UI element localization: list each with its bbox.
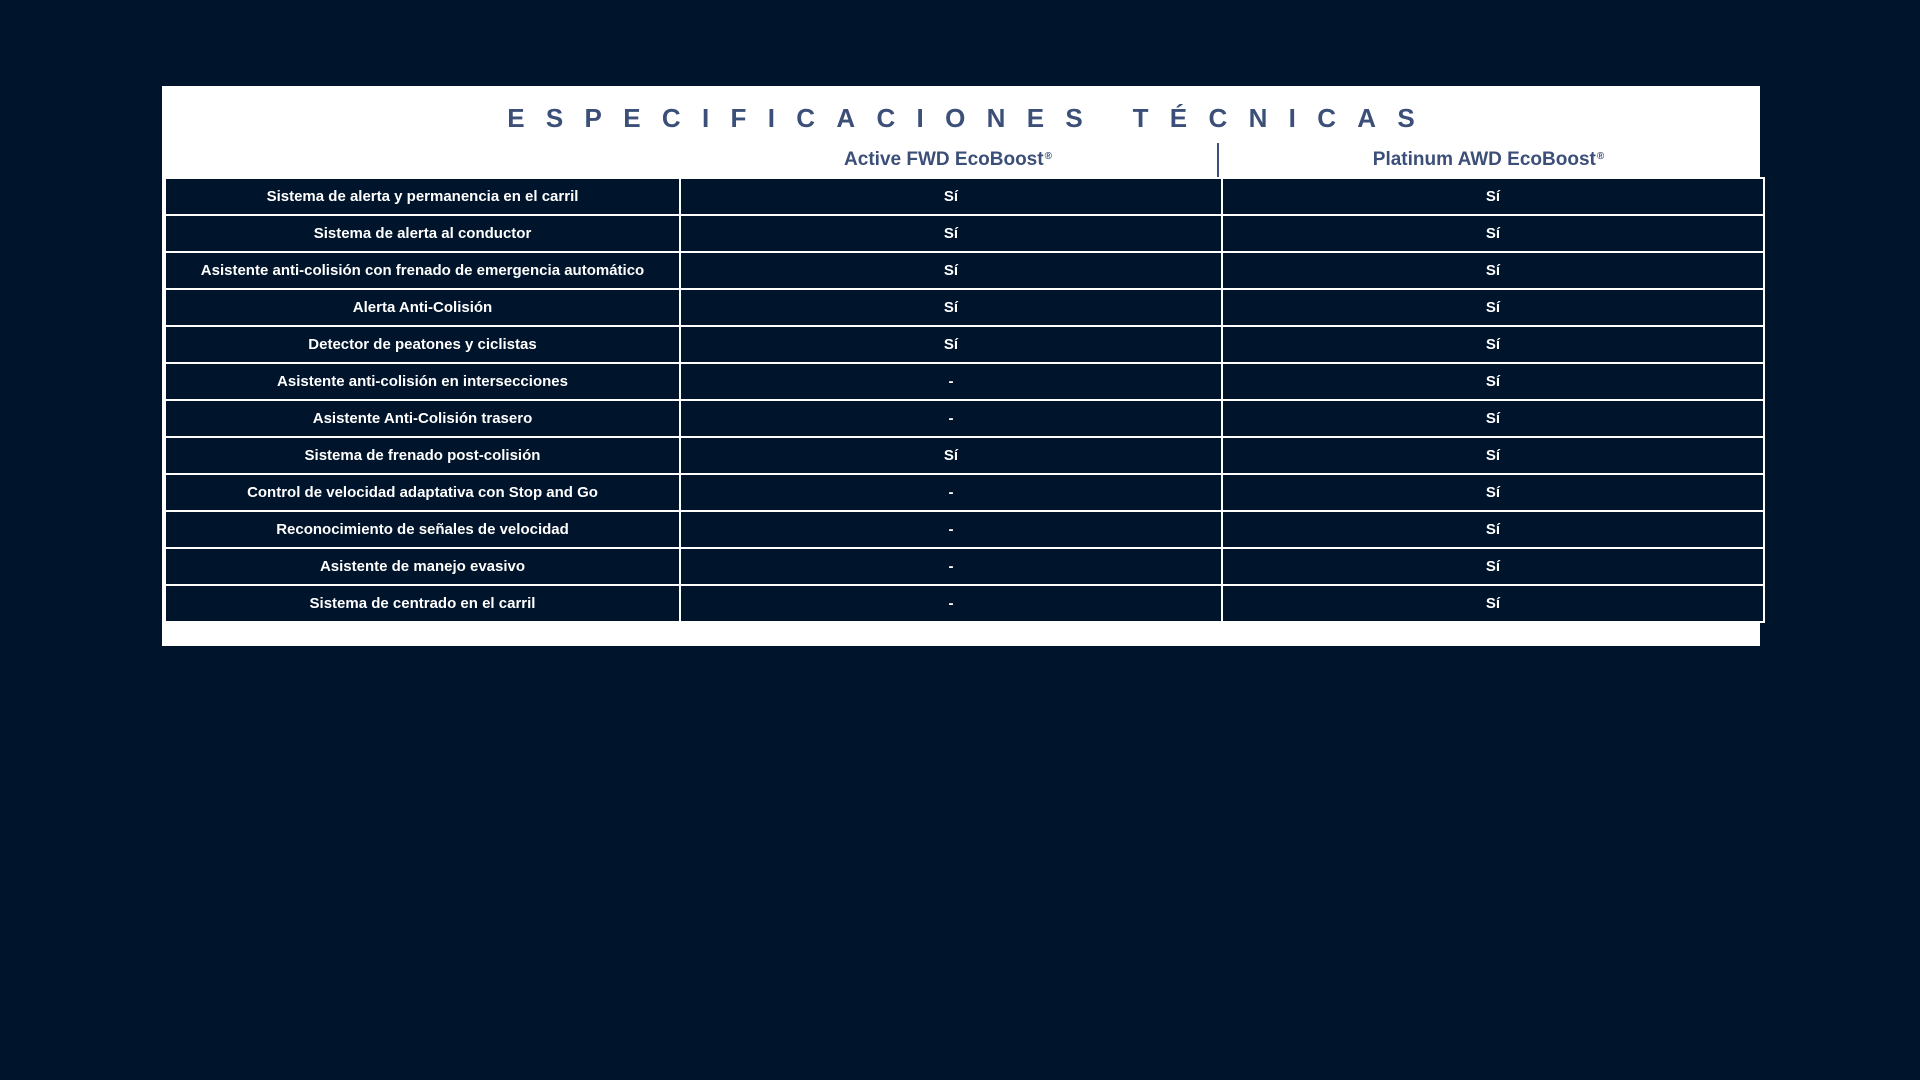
active-value-cell: - — [680, 548, 1222, 585]
feature-cell: Control de velocidad adaptativa con Stop and Go — [165, 474, 680, 511]
platinum-value-cell: Sí — [1222, 548, 1764, 585]
platinum-value-cell: Sí — [1222, 585, 1764, 622]
platinum-value-cell: Sí — [1222, 178, 1764, 215]
feature-cell: Asistente anti-colisión en intersecciones — [165, 363, 680, 400]
spec-card — [162, 86, 1760, 646]
active-value-cell: Sí — [680, 215, 1222, 252]
platinum-value-cell: Sí — [1222, 511, 1764, 548]
spec-title: ESPECIFICACIONES TÉCNICAS — [507, 103, 1437, 133]
feature-cell: Sistema de frenado post-colisión — [165, 437, 680, 474]
active-value-cell: Sí — [680, 178, 1222, 215]
column-header-platinum-label: Platinum AWD EcoBoost — [1372, 149, 1596, 170]
table-row — [165, 252, 1764, 289]
registered-mark: ® — [1596, 150, 1605, 162]
table-row — [165, 511, 1764, 548]
table-row — [165, 178, 1764, 215]
table-row — [165, 474, 1764, 511]
table-row — [165, 326, 1764, 363]
column-header-platinum — [1219, 143, 1758, 177]
platinum-value-cell: Sí — [1222, 474, 1764, 511]
platinum-value-cell: Sí — [1222, 289, 1764, 326]
feature-cell: Reconocimiento de señales de velocidad — [165, 511, 680, 548]
active-value-cell: Sí — [680, 252, 1222, 289]
active-value-cell: - — [680, 585, 1222, 622]
column-header-active-label: Active FWD EcoBoost — [844, 149, 1044, 170]
platinum-value-cell: Sí — [1222, 215, 1764, 252]
platinum-value-cell: Sí — [1222, 363, 1764, 400]
table-row — [165, 548, 1764, 585]
feature-cell: Asistente de manejo evasivo — [165, 548, 680, 585]
feature-cell: Detector de peatones y ciclistas — [165, 326, 680, 363]
table-row — [165, 363, 1764, 400]
feature-cell: Sistema de alerta y permanencia en el carril — [165, 178, 680, 215]
platinum-value-cell: Sí — [1222, 437, 1764, 474]
feature-cell: Asistente Anti-Colisión trasero — [165, 400, 680, 437]
table-row — [165, 215, 1764, 252]
platinum-value-cell: Sí — [1222, 252, 1764, 289]
active-value-cell: Sí — [680, 289, 1222, 326]
active-value-cell: - — [680, 474, 1222, 511]
table-row — [165, 289, 1764, 326]
feature-cell: Sistema de centrado en el carril — [165, 585, 680, 622]
table-row — [165, 585, 1764, 622]
platinum-value-cell: Sí — [1222, 400, 1764, 437]
platinum-value-cell: Sí — [1222, 326, 1764, 363]
feature-cell: Sistema de alerta al conductor — [165, 215, 680, 252]
active-value-cell: - — [680, 400, 1222, 437]
column-header-active — [679, 143, 1219, 177]
feature-cell: Asistente anti-colisión con frenado de emergencia automático — [165, 252, 680, 289]
column-header-feature — [164, 143, 679, 177]
registered-mark: ® — [1044, 150, 1052, 162]
column-header-row — [164, 143, 1758, 177]
table-row — [165, 400, 1764, 437]
table-row — [165, 437, 1764, 474]
active-value-cell: Sí — [680, 326, 1222, 363]
active-value-cell: - — [680, 363, 1222, 400]
active-value-cell: Sí — [680, 437, 1222, 474]
active-value-cell: - — [680, 511, 1222, 548]
spec-table — [164, 177, 1765, 623]
feature-cell: Alerta Anti-Colisión — [165, 289, 680, 326]
